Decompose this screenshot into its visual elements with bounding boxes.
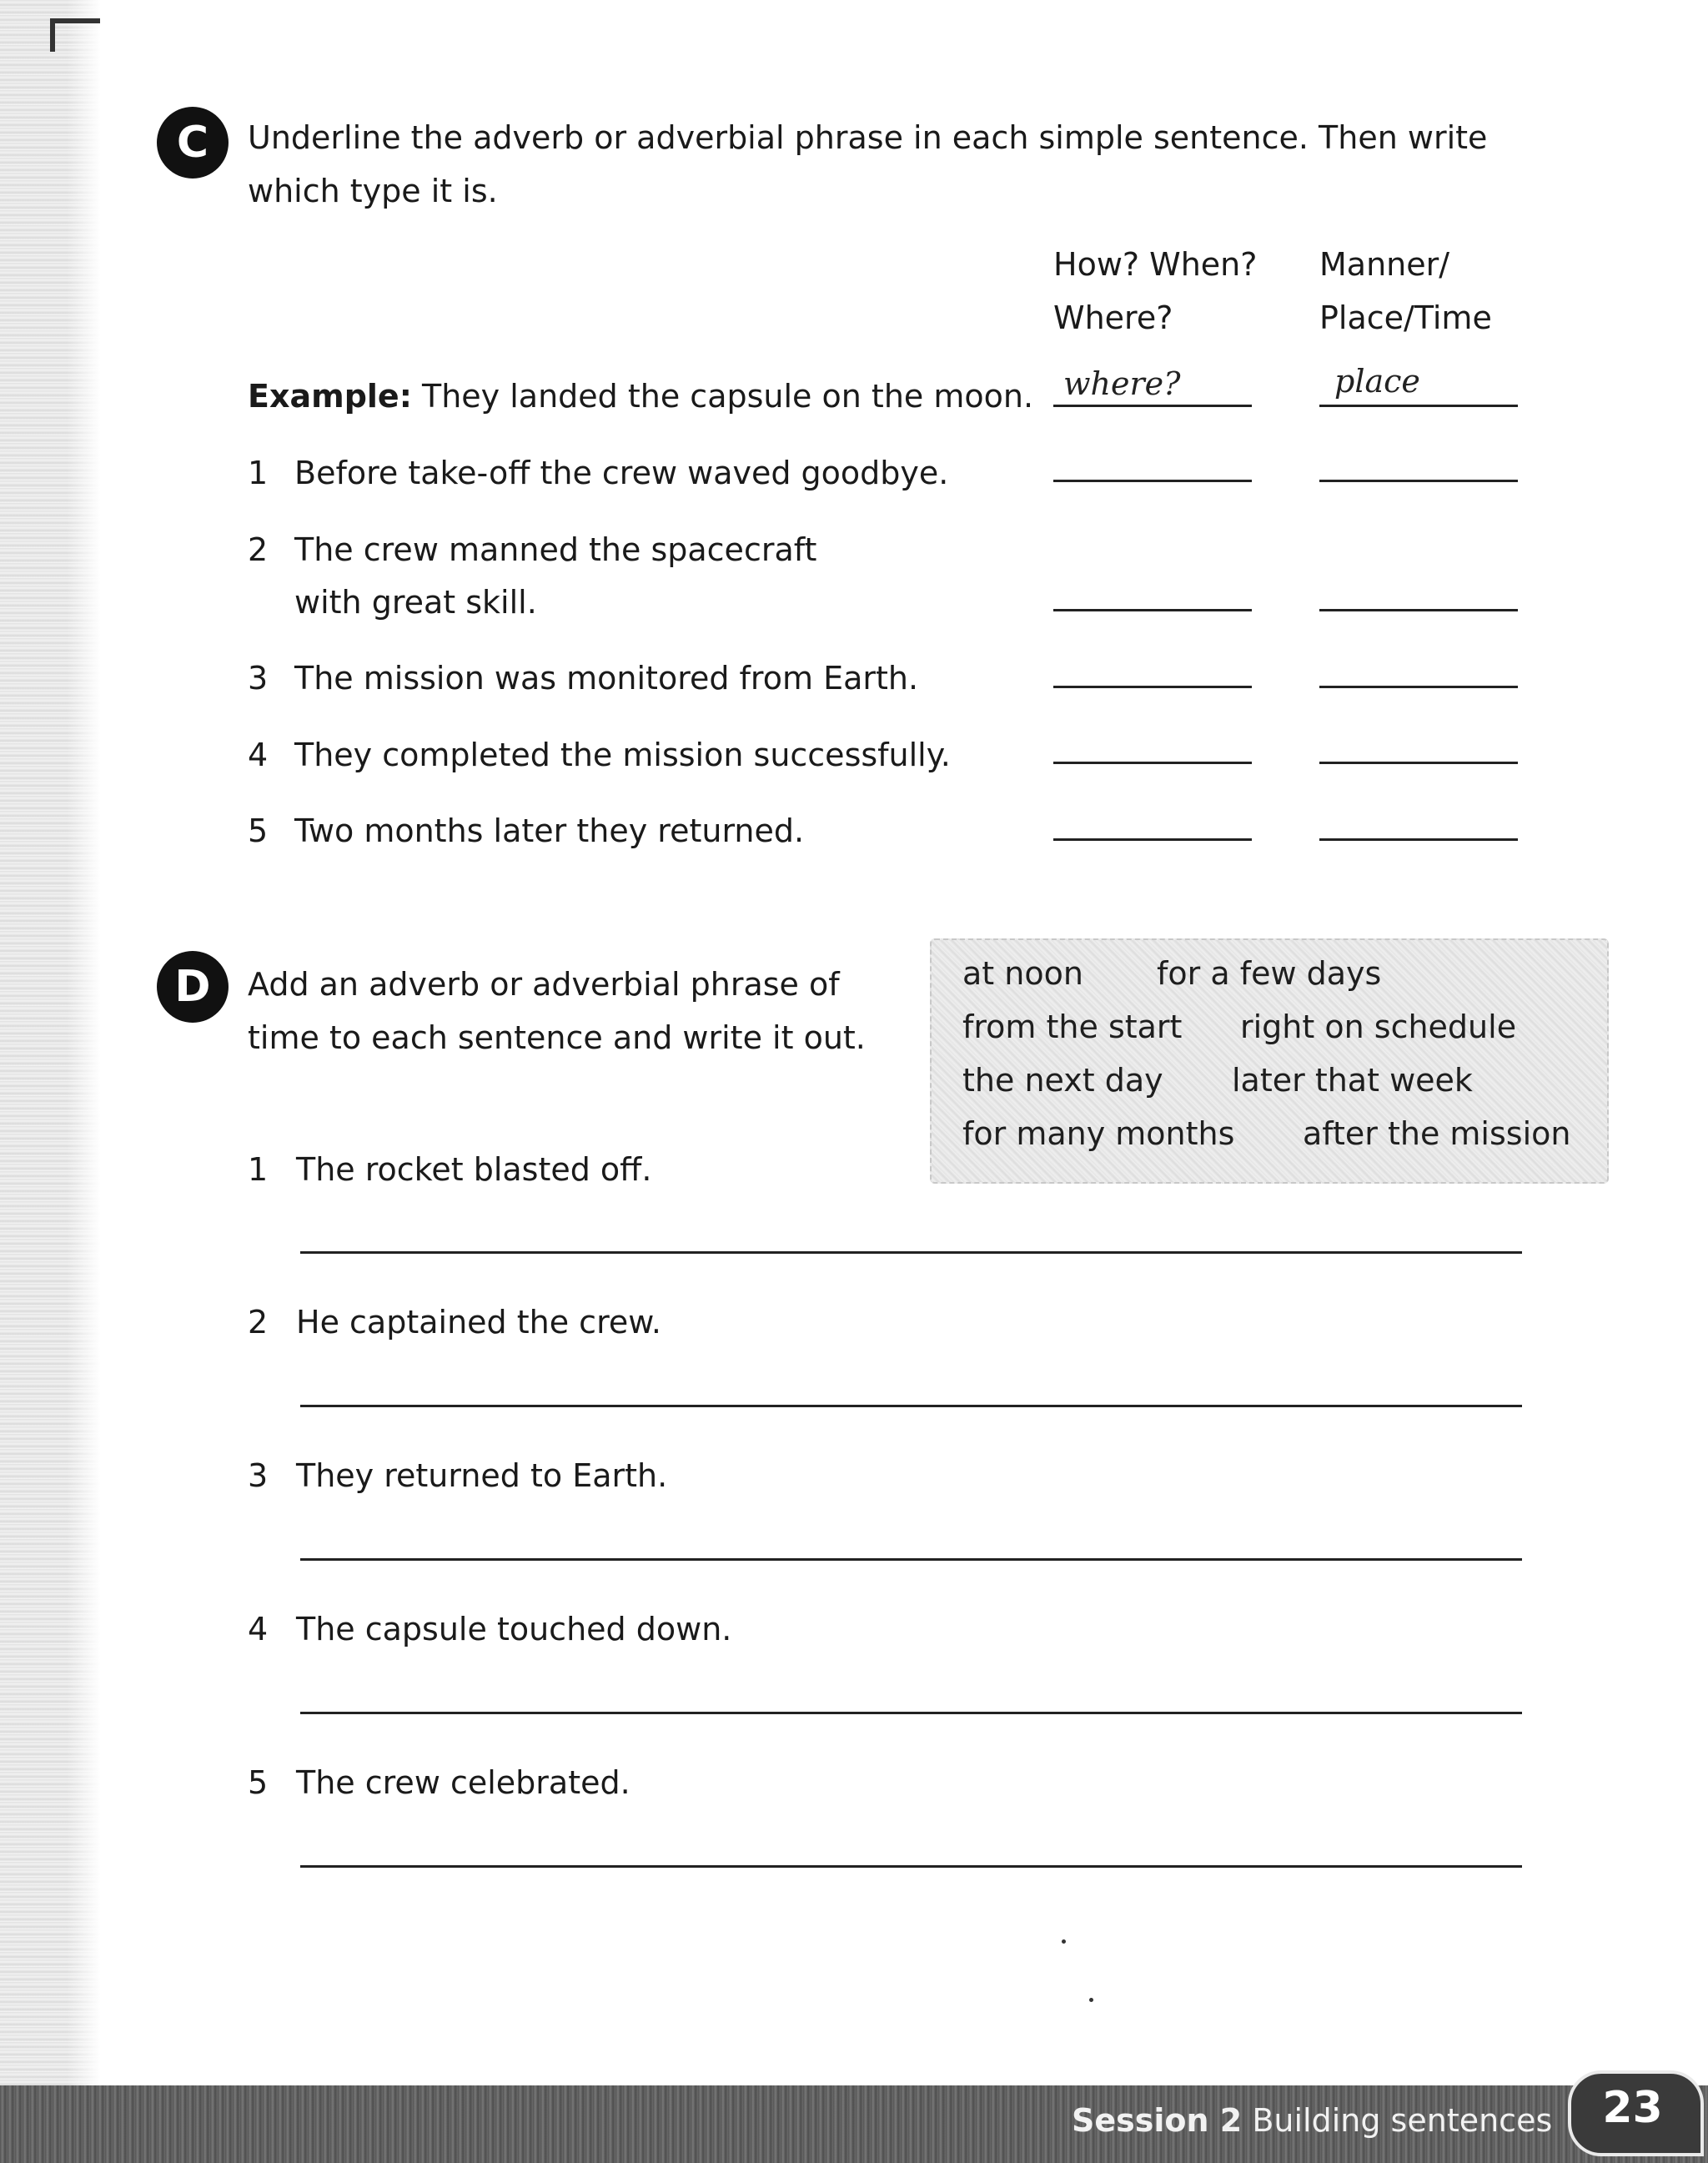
sentence-cont: with great skill. bbox=[294, 584, 537, 621]
word-bank-option: after the mission bbox=[1303, 1115, 1571, 1152]
word-bank bbox=[930, 938, 1609, 1184]
example-answer-line bbox=[1053, 405, 1252, 407]
item-number: 5 bbox=[248, 812, 269, 849]
item-number: 2 bbox=[248, 1304, 269, 1341]
answer-writing-line[interactable] bbox=[300, 1251, 1522, 1254]
scanned-page-edge bbox=[0, 0, 100, 2163]
sentence: The mission was monitored from Earth. bbox=[294, 660, 919, 697]
section-c-instruction-cont: which type it is. bbox=[248, 173, 498, 209]
answer-type-blank[interactable] bbox=[1319, 480, 1518, 482]
answer-writing-line[interactable] bbox=[300, 1712, 1522, 1714]
column-header-question-cont: Where? bbox=[1053, 299, 1173, 336]
section-d-instruction-cont: time to each sentence and write it out. bbox=[248, 1019, 866, 1056]
answer-type-blank[interactable] bbox=[1319, 762, 1518, 764]
sentence: The crew celebrated. bbox=[296, 1764, 630, 1801]
column-header-type: Manner/ bbox=[1319, 246, 1450, 283]
item-number: 4 bbox=[248, 1611, 269, 1647]
word-bank-option: from the start bbox=[962, 1009, 1183, 1045]
word-bank-option: for a few days bbox=[1157, 955, 1382, 992]
sentence: He captained the crew. bbox=[296, 1304, 661, 1341]
item-number: 2 bbox=[248, 531, 269, 568]
answer-writing-line[interactable] bbox=[300, 1865, 1522, 1868]
word-bank-option: later that week bbox=[1232, 1062, 1473, 1099]
answer-question-blank[interactable] bbox=[1053, 480, 1252, 482]
sentence: The capsule touched down. bbox=[296, 1611, 732, 1647]
footer-topic: Building sentences bbox=[1252, 2102, 1553, 2139]
word-bank-option: for many months bbox=[962, 1115, 1235, 1152]
item-number: 4 bbox=[248, 737, 269, 773]
item-number: 5 bbox=[248, 1764, 269, 1801]
example-answer-line bbox=[1319, 405, 1518, 407]
example-sentence: They landed the capsule on the moon. bbox=[422, 378, 1034, 415]
example-answer-type: place bbox=[1334, 363, 1420, 400]
answer-writing-line[interactable] bbox=[300, 1558, 1522, 1561]
section-c-instruction: Underline the adverb or adverbial phrase in each simple sentence. Then write bbox=[248, 119, 1488, 156]
section-d-badge: D bbox=[157, 951, 229, 1023]
answer-question-blank[interactable] bbox=[1053, 838, 1252, 841]
item-number: 1 bbox=[248, 455, 269, 491]
section-c-badge: C bbox=[157, 107, 229, 179]
example-answer-question: where? bbox=[1063, 365, 1181, 402]
column-header-question: How? When? bbox=[1053, 246, 1258, 283]
answer-type-blank[interactable] bbox=[1319, 838, 1518, 841]
crop-mark bbox=[50, 18, 100, 23]
sentence: The rocket blasted off. bbox=[296, 1151, 652, 1188]
sentence: Before take-off the crew waved goodbye. bbox=[294, 455, 949, 491]
answer-question-blank[interactable] bbox=[1053, 609, 1252, 611]
crop-mark bbox=[50, 18, 55, 52]
sentence: The crew manned the spacecraft bbox=[294, 531, 817, 568]
column-header-type-cont: Place/Time bbox=[1319, 299, 1492, 336]
word-bank-option: right on schedule bbox=[1240, 1009, 1517, 1045]
item-number: 3 bbox=[248, 1457, 269, 1494]
item-number: 3 bbox=[248, 660, 269, 697]
scan-speck bbox=[1062, 1939, 1066, 1944]
answer-type-blank[interactable] bbox=[1319, 686, 1518, 688]
answer-writing-line[interactable] bbox=[300, 1405, 1522, 1407]
word-bank-option: at noon bbox=[962, 955, 1083, 992]
scan-speck bbox=[1089, 1998, 1093, 2002]
sentence: They completed the mission successfully. bbox=[294, 737, 951, 773]
item-number: 1 bbox=[248, 1151, 269, 1188]
word-bank-option: the next day bbox=[962, 1062, 1163, 1099]
footer-session: Session 2 bbox=[1072, 2102, 1243, 2139]
page-number: 23 bbox=[1602, 2083, 1663, 2133]
answer-question-blank[interactable] bbox=[1053, 762, 1252, 764]
section-d-instruction: Add an adverb or adverbial phrase of bbox=[248, 966, 840, 1003]
sentence: They returned to Earth. bbox=[296, 1457, 668, 1494]
example-row bbox=[248, 370, 1033, 423]
answer-type-blank[interactable] bbox=[1319, 609, 1518, 611]
sentence: Two months later they returned. bbox=[294, 812, 805, 849]
answer-question-blank[interactable] bbox=[1053, 686, 1252, 688]
footer-session-label bbox=[1072, 2095, 1552, 2145]
example-label: Example: bbox=[248, 378, 412, 415]
